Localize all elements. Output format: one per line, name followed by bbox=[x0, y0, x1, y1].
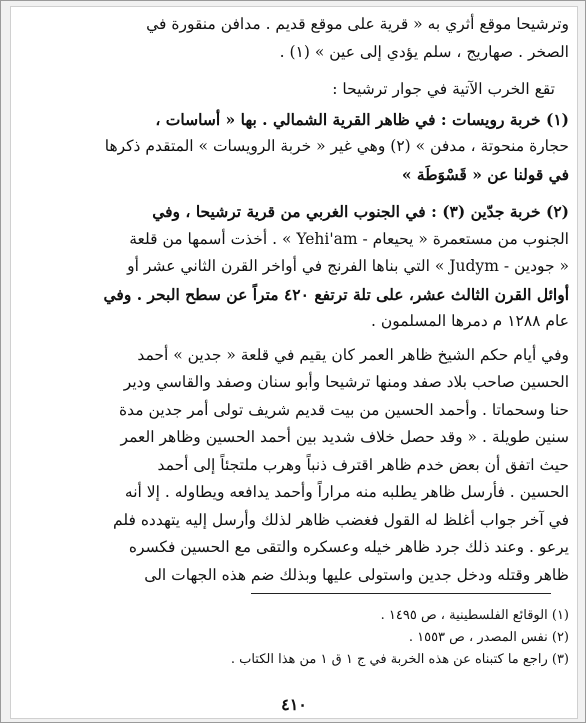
text-line: يرعو . وعند ذلك جرد ظاهر خيله وعسكره والتقى مع الحسين فكسره bbox=[128, 538, 569, 556]
text-line: الصخر . صهاريج ، سلم يؤدي إلى عين » (١) . bbox=[279, 42, 569, 61]
text-line: أوائل القرن الثالث عشر، على تلة ترتفع ٤٢٠ متراً عن سطح البحر . وفي bbox=[103, 284, 569, 304]
text-line: حجارة منحوتة ، مدفن » (٢) وهي غير « خربة الرويسات » المتقدم ذكرها bbox=[104, 137, 569, 155]
footnote-2: (٢) نفس المصدر ، ص ١٥٥٣ . bbox=[408, 630, 569, 645]
text-line: الحسين صاحب بلاد صفد ومنها ترشيحا وأبو سنان وصفد والقاسي ودير bbox=[123, 373, 569, 391]
text-line: حنا وسحماتا . وأحمد الحسين من بيت قديم شريف تولى أمر جدين مدة bbox=[119, 400, 569, 419]
section-heading-ruwaysat: (١) خربة رويسات : في ظاهر القرية الشمالي . بها « أساسات ، bbox=[155, 109, 569, 129]
text-line: وفي أيام حكم الشيخ ظاهر العمر كان يقيم في قلعة « جدين » أحمد bbox=[137, 345, 569, 364]
text-line: سنين طويلة . « وقد حصل خلاف شديد بين أحمد الحسين وظاهر العمر bbox=[120, 428, 569, 446]
scanned-page bbox=[11, 7, 577, 718]
intro-line: تقع الخرب الآتية في جوار ترشيحا : bbox=[332, 80, 555, 98]
text-line: الجنوب من مستعمرة « يحيعام - Yehi'am » . أخذت أسمها من قلعة bbox=[129, 229, 569, 248]
footnotes bbox=[35, 605, 569, 671]
text-line: ظاهر وقتله ودخل جدين واستولى عليها وبذلك ضم هذه الجهات الى bbox=[144, 565, 569, 584]
text-line: في آخر جواب أغلظ له القول فغضب ظاهر لذلك وأرسل إليه يتهدده فلم bbox=[113, 510, 569, 529]
footnote-1: (١) الوقائع الفلسطينية ، ص ١٤٩٥ . bbox=[380, 608, 569, 623]
text-line: عام ١٢٨٨ م دمرها المسلمون . bbox=[371, 312, 569, 330]
footnote-3: (٣) راجع ما كتبناه عن هذه الخربة في ج ١ ق ١ من هذا الكتاب . bbox=[230, 652, 569, 667]
text-line: « جودين - Judym » التي بناها الفرنج في أواخر القرن الثاني عشر أو bbox=[127, 257, 569, 275]
footnote-separator bbox=[251, 593, 551, 594]
text-line: الحسين . فأرسل ظاهر يطلبه منه مراراً وأحمد يدافعه ويطاوله . إلا أنه bbox=[124, 483, 569, 501]
body-text bbox=[35, 7, 569, 589]
section-heading-juddin: (٢) خربة جدّين (٣) : في الجنوب الغربي من قرية ترشيحا ، وفي bbox=[152, 202, 569, 221]
page-number: ٤١٠ bbox=[281, 695, 307, 714]
text-line: في قولنا عن « قَسْوَطَة » bbox=[401, 164, 569, 184]
text-line: حيث اتفق أن بعض خدم ظاهر اقترف ذنباً وهرب ملتجئاً إلى أحمد bbox=[157, 455, 569, 474]
text-line: وترشيحا موقع أثري به « قرية على موقع قديم . مدافن منقورة في bbox=[146, 15, 569, 33]
